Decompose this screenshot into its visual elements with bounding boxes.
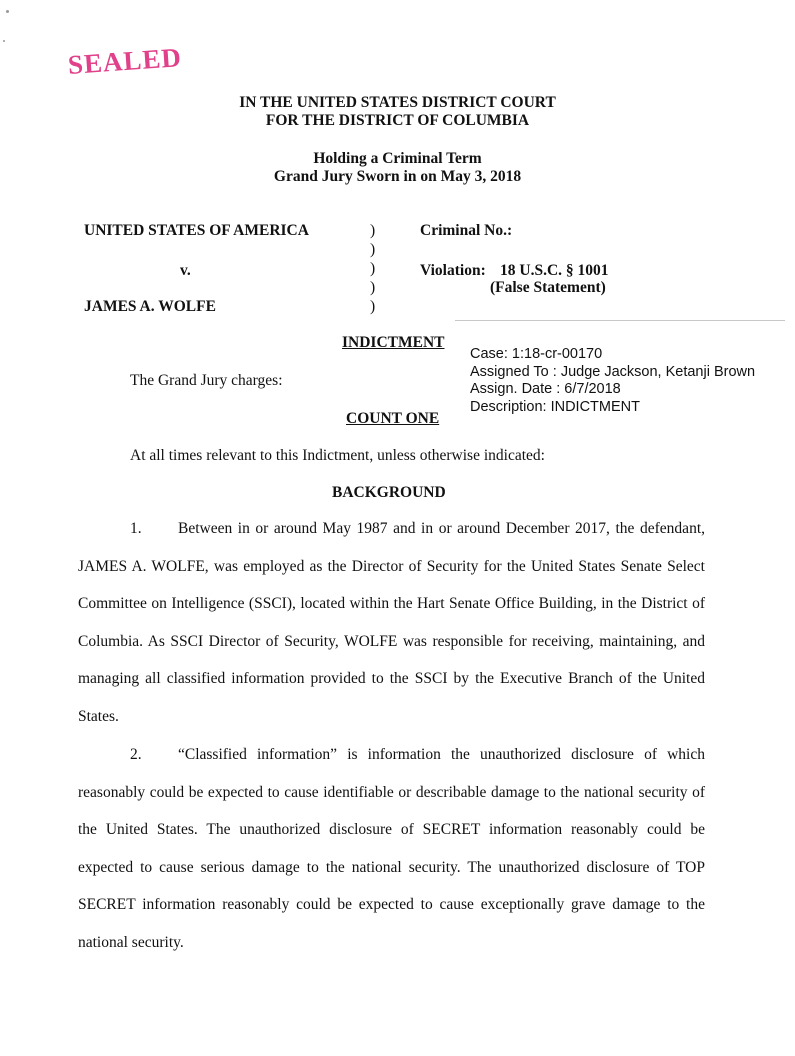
term-line1: Holding a Criminal Term <box>313 150 482 167</box>
court-name-line2: FOR THE DISTRICT OF COLUMBIA <box>265 112 530 129</box>
count-one-heading: COUNT ONE <box>346 410 440 427</box>
violation-statute: 18 U.S.C. § 1001 <box>500 262 609 279</box>
grand-jury-charges: The Grand Jury charges: <box>130 372 283 389</box>
caption-paren: ) <box>370 279 376 296</box>
caption-paren: ) <box>370 260 376 277</box>
scan-speck <box>6 10 9 13</box>
paragraph-1-text: Between in or around May 1987 and in or around December 2017, the defendant, JAMES A. WOLFE, was employed as the Director of Security for the United States Senate Select Committee on Intelligence (SSCI), located within the Hart Senate Office Building, in the District of Columbia. As SSCI Director of Security, WOLFE was responsible for receiving, maintaining, and managing all classified information provided to the SSCI by the Executive Branch of the United States. <box>78 520 705 725</box>
scan-speck <box>3 40 5 42</box>
paragraph-2-number: 2. <box>130 746 142 763</box>
paragraph-2-text: “Classified information” is information the unauthorized disclosure of which reasonably could be expected to cause identifiable or describable damage to the national security of the United States. The unauthorized disclosure of SECRET information reasonably could be expected to cause serious damage to the national security. The unauthorized disclosure of TOP SECRET information reasonably could be expected to cause exceptionally grave damage to the national security. <box>78 746 705 951</box>
violation-label: Violation: <box>420 262 486 279</box>
plaintiff-name: UNITED STATES OF AMERICA <box>84 222 309 239</box>
paragraph-1-number: 1. <box>130 520 142 537</box>
sealed-stamp: SEALED <box>66 42 183 80</box>
indictment-heading: INDICTMENT <box>342 334 445 351</box>
background-heading: BACKGROUND <box>332 484 446 501</box>
caption-paren: ) <box>370 298 376 315</box>
court-name-line1: IN THE UNITED STATES DISTRICT COURT <box>239 94 556 111</box>
versus-label: v. <box>180 262 191 279</box>
assigned-judge: Assigned To : Judge Jackson, Ketanji Brown <box>470 364 756 380</box>
violation-description: (False Statement) <box>490 279 606 296</box>
caption-paren: ) <box>370 222 376 239</box>
paragraph-1 <box>78 510 705 735</box>
relevant-times-line: At all times relevant to this Indictment, unless otherwise indicated: <box>130 447 545 464</box>
criminal-no-label: Criminal No.: <box>420 222 513 239</box>
assign-date: Assign. Date : 6/7/2018 <box>470 381 621 397</box>
paragraph-2 <box>78 736 705 961</box>
case-description: Description: INDICTMENT <box>470 399 640 415</box>
defendant-name: JAMES A. WOLFE <box>84 298 216 315</box>
case-info-rule <box>455 320 785 321</box>
caption-paren: ) <box>370 241 376 258</box>
case-number: Case: 1:18-cr-00170 <box>470 346 603 362</box>
term-line2: Grand Jury Sworn in on May 3, 2018 <box>273 168 522 185</box>
